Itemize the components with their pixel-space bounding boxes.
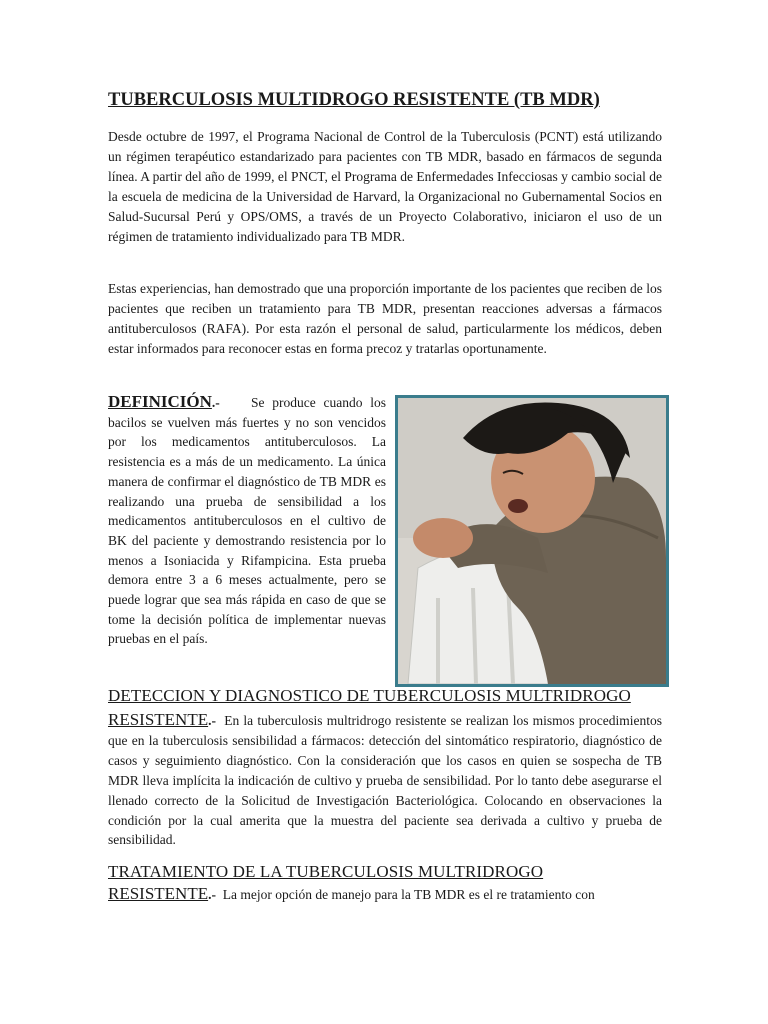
detection-heading-line2: RESISTENTE xyxy=(108,710,209,729)
treatment-heading: TRATAMIENTO DE LA TUBERCULOSIS MULTRIDROGO xyxy=(108,862,544,881)
definition-heading: DEFINICIÓN xyxy=(108,392,212,411)
treatment-text: La mejor opción de manejo para la TB MDR es el re tratamiento con xyxy=(222,887,595,902)
treatment-section xyxy=(108,884,662,905)
definition-heading-suffix: .- xyxy=(211,395,220,410)
definition-text: Se produce cuando los bacilos se vuelven más fuertes y no son vencidos por los medicamentos antituberculosos. La resistencia es a más de un medicamento. La única manera de confirmar el diagnóstico de TB MDR es realizando una prueba de sensibilidad a los medicamentos antituberculosos en el cultivo de BK del paciente y demostrando resistencia por lo menos a Isoniacida y Rifampicina. Esta prueba demora entre 3 a 6 meses actualmente, pero se puede lograr que sea más rápida en caso de que se tome la decisión política de implementar nuevas pruebas en el país. xyxy=(108,395,387,647)
paragraph-intro: Desde octubre de 1997, el Programa Nacional de Control de la Tuberculosis (PCNT) está utilizando un régimen terapéutico estandarizado para pacientes con TB MDR, basado en fármacos de segunda línea. A partir del año de 1999, el PNCT, el Programa de Enfermedades Infecciosas y cambio social de la escuela de medicina de la Universidad de Harvard, la Organizacional no Gubernamental Socios en Salud-Sucursal Perú y OPS/OMS, a través de un Proyecto Colaborativo, iniciaron el uso de un régimen de tratamiento individualizado para TB MDR. xyxy=(108,129,662,244)
detection-heading-suffix: .- xyxy=(208,713,216,728)
treatment-heading-suffix: .- xyxy=(208,887,216,902)
detection-section xyxy=(108,710,662,850)
detection-heading: DETECCION Y DIAGNOSTICO DE TUBERCULOSIS MULTRIDROGO xyxy=(108,686,631,705)
definition-section xyxy=(108,392,386,649)
coughing-patient-photo xyxy=(395,395,669,687)
paragraph-experiences: Estas experiencias, han demostrado que una proporción importante de los pacientes que reciben de los pacientes que reciben un tratamiento para TB MDR, presentan reacciones adversas a fármacos antituberculosos (RAFA). Por esta razón el personal de salud, particularmente los médicos, deben estar informados para reconocer estas en forma precoz y tratarlas oportunamente. xyxy=(108,281,662,356)
photo-illustration xyxy=(398,398,666,684)
detection-text: En la tuberculosis multridrogo resistente se realizan los mismos procedimientos que en la tuberculosis sensibilidad a fármacos: detección del sintomático respiratorio, diagnóstico de casos y seguimiento diagnóstico. Con la consideración que los casos en quien se sospecha de TB MDR lleva implícita la indicación de cultivo y prueba de sensibilidad. Por lo tanto debe asegurarse el llenado correcto de la Solicitud de Investigación Bacteriológica. Colocando en observaciones la condición por la cual amerita que la muestra del paciente sea derivada a cultivo y prueba de sensibilidad. xyxy=(108,713,663,848)
page-title: TUBERCULOSIS MULTIDROGO RESISTENTE (TB MDR) xyxy=(108,90,600,110)
treatment-heading-line2: RESISTENTE xyxy=(108,884,209,903)
